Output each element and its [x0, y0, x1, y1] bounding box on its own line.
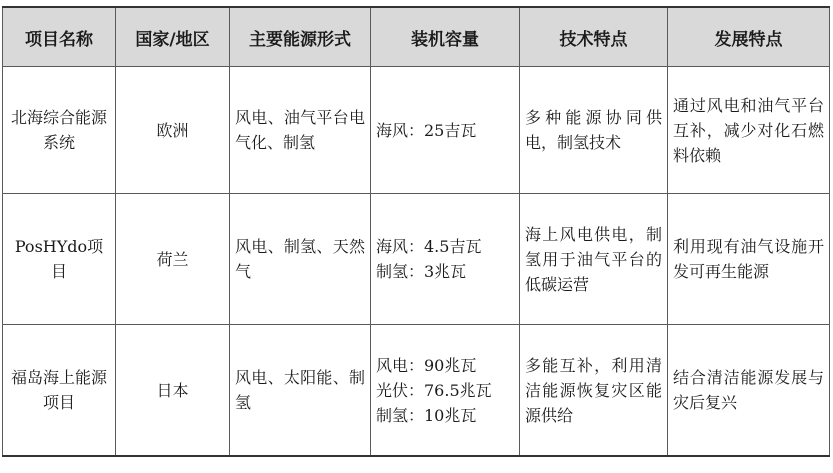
cell-region: 欧洲	[116, 67, 230, 194]
capacity-line: 光伏：76.5兆瓦	[376, 380, 492, 400]
table-row	[3, 67, 830, 194]
cell-project-name: 福岛海上能源项目	[3, 325, 116, 457]
cell-capacity	[371, 325, 520, 457]
table-row	[3, 325, 830, 457]
cell-energy-form: 风电、太阳能、制氢	[230, 325, 371, 457]
projects-table	[2, 6, 830, 457]
cell-project-name: PosHYdo项目	[3, 194, 116, 325]
cell-dev-features: 利用现有油气设施开发可再生能源	[668, 194, 830, 325]
capacity-line: 海风：25吉瓦	[376, 120, 477, 140]
header-project-name: 项目名称	[3, 7, 116, 67]
cell-dev-features: 通过风电和油气平台互补，减少对化石燃料依赖	[668, 67, 830, 194]
cell-dev-features: 结合清洁能源发展与灾后复兴	[668, 325, 830, 457]
cell-capacity	[371, 194, 520, 325]
header-energy-form: 主要能源形式	[230, 7, 371, 67]
capacity-line: 海风：4.5吉瓦	[376, 237, 482, 256]
cell-tech-features: 多能互补，利用清洁能源恢复灾区能源供给	[520, 325, 668, 457]
cell-region: 日本	[116, 325, 230, 457]
cell-energy-form: 风电、制氢、天然气	[230, 194, 371, 325]
cell-capacity	[371, 67, 520, 194]
cell-project-name: 北海综合能源系统	[3, 67, 116, 194]
header-capacity: 装机容量	[371, 7, 520, 67]
cell-tech-features: 多种能源协同供电，制氢技术	[520, 67, 668, 194]
cell-tech-features: 海上风电供电，制氢用于油气平台的低碳运营	[520, 194, 668, 325]
capacity-line: 制氢：10兆瓦	[376, 405, 477, 425]
header-region: 国家/地区	[116, 7, 230, 67]
table-header-row	[3, 7, 830, 67]
header-dev-features: 发展特点	[668, 7, 830, 67]
capacity-line: 制氢：3兆瓦	[376, 262, 467, 281]
header-tech-features: 技术特点	[520, 7, 668, 67]
cell-region: 荷兰	[116, 194, 230, 325]
cell-energy-form: 风电、油气平台电气化、制氢	[230, 67, 371, 194]
table-row	[3, 194, 830, 325]
capacity-line: 风电：90兆瓦	[376, 355, 477, 375]
